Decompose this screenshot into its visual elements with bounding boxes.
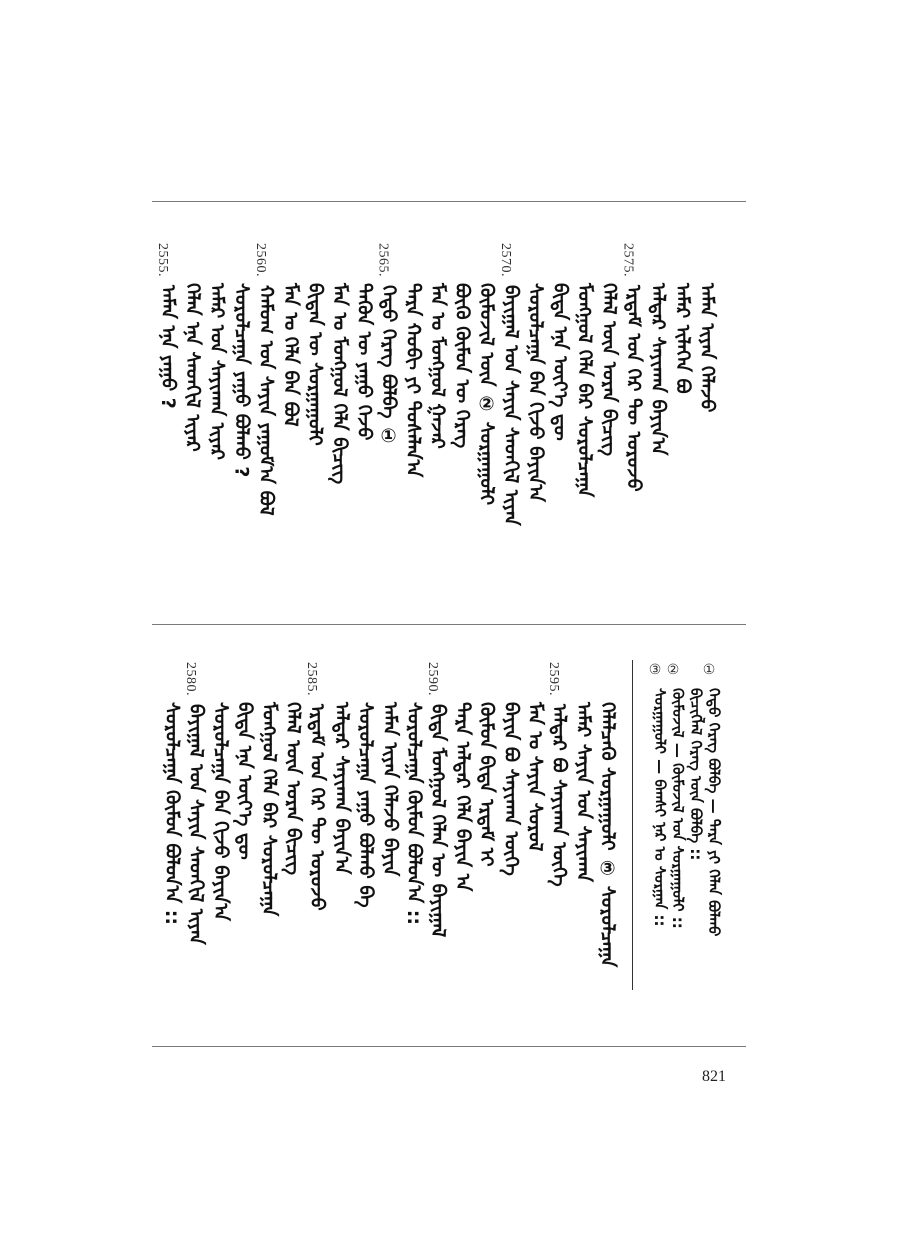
verse-text: ᠰᠤᠷᠤᠯᠴᠠᠭᠠ ᠪᠡᠨ ᠬᠢᠵᠦ ᠪᠠᠶᠢᠨ᠎ᠠ bbox=[209, 702, 232, 922]
top-divider-rule bbox=[152, 201, 746, 202]
verse-text: ᠮᠠᠨ ᠤ ᠰᠠᠶᠢᠨ ᠰᠤᠷᠤᠯ bbox=[524, 702, 546, 852]
verse-text: ᠰᠤᠷᠤᠯᠴᠠᠭᠠ ᠶᠠᠭᠤ ᠪᠣᠯᠬᠤ ? bbox=[230, 283, 253, 478]
verse-text: ᠠᠮᠠᠨ ᠢᠶᠡᠨ ᠬᠡᠯᠡᠵᠦ bbox=[696, 283, 718, 413]
verse-text: ᠲᠡᠷᠡ ᠠᠯᠳᠠᠷ ᠬᠡᠯᠡ ᠪᠠᠶᠢᠨ ᠠ bbox=[451, 702, 474, 892]
verse-text: ᠠᠯᠳᠠᠷ ᠰᠠᠶᠢᠬᠠᠨ ᠪᠠᠶᠢᠨ᠎ᠠ bbox=[647, 283, 669, 456]
bottom-divider-rule bbox=[152, 1046, 746, 1047]
verse-text: ᠠᠮᠠᠷ ᠢᠯᠡᠭᠡᠨ ᠪᠤ bbox=[671, 283, 694, 394]
verse-text: ᠪᠢᠳᠡᠨ ᠦ ᠰᠤᠷᠭᠠᠭᠤᠯᠢ bbox=[304, 283, 326, 446]
verse-text: ᠠᠯᠳᠠᠷ ᠪᠤ ᠰᠠᠶᠢᠬᠠᠨ ᠦᠭᠡ bbox=[548, 704, 571, 887]
footnote-marker: ③ bbox=[647, 662, 662, 679]
verse-text: ᠪᠠᠶᠢᠭᠠᠯ ᠤᠨ ᠰᠠᠶᠢᠨ ᠰᠡᠳᠬᠢᠯ ᠢᠶᠡᠨ bbox=[185, 704, 208, 945]
footnote-text: ᠰᠤᠷᠭᠠᠭᠤᠯᠢ — ᠪᠠᠭᠰᠢ ᠨᠠᠷ ᠤ ᠰᠤᠷᠭᠠᠨ :: bbox=[651, 688, 669, 927]
verse-text: ᠪᠦᠬᠦ ᠬᠦᠮᠦᠨ ᠦ ᠬᠡᠷᠡᠭ bbox=[451, 283, 473, 449]
verse-text: ᠰᠤᠷᠤᠯᠴᠠᠭᠠ ᠶᠠᠭᠤ ᠪᠣᠯᠬᠤ ᠪᠠ bbox=[354, 702, 377, 908]
verse-text: ᠪᠢᠳᠡ ᠮᠣᠩᠭᠣᠯ ᠬᠡᠯᠡᠨ ᠦ ᠪᠠᠶᠢᠭᠠᠯ bbox=[427, 704, 450, 938]
footnote-marker: ② bbox=[665, 662, 680, 679]
verse-text: ᠠᠮᠠᠨ ᠡᠨᠡ ᠶᠠᠭᠤ ? bbox=[157, 285, 179, 409]
verse-text: ᠪᠢᠳᠡ ᠡᠨᠡ ᠦᠶ᠎ᠡ ᠳᠦ bbox=[233, 702, 256, 860]
verse-text: ᠲᠡᠭᠦᠨ ᠦ ᠶᠠᠭᠤ ᠭᠡᠵᠦ bbox=[353, 283, 375, 441]
verse-text: ᠮᠣᠩᠭᠣᠯ ᠬᠡᠯᠡ ᠪᠡᠷ ᠰᠤᠷᠤᠯᠴᠠᠭᠠ bbox=[257, 702, 280, 917]
footnote-separator-rule bbox=[632, 660, 633, 990]
verse-text: ᠬᠦᠮᠦᠵᠢᠯ ᠦᠨ ② ᠰᠤᠷᠭᠠᠭᠤᠯᠢ bbox=[475, 283, 498, 506]
verse-text: ᠬᠡᠯᠡᠯᠴᠡᠬᠦ ᠰᠤᠷᠭᠠᠭᠤᠯᠢ ③ ᠰᠤᠷᠤᠯᠴᠠᠭᠠ bbox=[596, 702, 619, 968]
verse-text: ᠬᠡᠯᠡᠯ ᠦᠨ ᠤᠷᠠᠨ ᠪᠢᠴᠢᠭ bbox=[282, 702, 304, 876]
line-number: 2580. bbox=[183, 662, 199, 696]
verse-text: ᠬᠡᠯᠡᠯ ᠦᠨ ᠤᠷᠠᠨ ᠪᠢᠴᠢᠭ bbox=[598, 283, 620, 457]
verse-text: ᠮᠠᠨ ᠤ ᠮᠣᠩᠭᠣᠯ ᠭᠠᠵᠠᠷ bbox=[426, 283, 449, 449]
verse-text: ᠠᠮᠠᠷ ᠤᠨ ᠰᠠᠶᠢᠬᠠᠨ ᠢᠶᠡᠷ bbox=[206, 283, 228, 461]
verse-text: ᠲᠡᠷᠡ ᠬᠤᠪᠢ ᠶᠢ ᠲᠤᠰᠠᠯᠠᠨ᠎ᠠ bbox=[402, 283, 424, 478]
line-number: 2585. bbox=[304, 662, 320, 696]
verse-text: ᠰᠤᠷᠤᠯᠴᠠᠭᠠ ᠬᠦᠮᠦᠨ ᠪᠣᠯᠤᠨ᠎ᠠ :: bbox=[403, 702, 425, 925]
line-number: 2570. bbox=[498, 243, 513, 277]
verse-text: ᠬᠠᠮᠤᠭ ᠤᠨ ᠰᠠᠶᠢᠨ ᠶᠠᠭᠤᠮ᠎ᠠ ᠪᠣᠯ bbox=[255, 285, 277, 516]
line-number: 2560. bbox=[253, 243, 268, 277]
verse-text: ᠬᠡᠳᠦ ᠬᠡᠷᠡᠭ ᠪᠣᠯᠪᠠ ① bbox=[377, 285, 400, 448]
line-number: 2555. bbox=[155, 243, 170, 277]
verse-text: ᠪᠢᠳᠡ ᠡᠨᠡ ᠦᠶ᠎ᠡ ᠳᠦ bbox=[549, 283, 571, 441]
footnote-text: ᠬᠡᠳᠦ ᠬᠡᠷᠡᠭ ᠪᠣᠯᠪᠠ — ᠲᠡᠷᠡ ᠶᠢ ᠬᠡᠯᠡᠨ ᠪᠣᠯᠬᠤ bbox=[705, 688, 723, 937]
verse-text: ᠠᠮᠠᠷ ᠰᠠᠶᠢᠨ ᠤᠨ ᠰᠠᠶᠢᠬᠠᠨ bbox=[572, 702, 595, 882]
verse-text: ᠡᠷᠳᠡᠮ ᠤᠨ ᠭᠡᠷ ᠲᠦ ᠣᠷᠣᠵᠤ bbox=[622, 285, 645, 492]
footnote-marker: ① bbox=[701, 662, 716, 679]
verse-text: ᠮᠣᠩᠭᠣᠯ ᠬᠡᠯᠡ ᠪᠡᠷ ᠰᠤᠷᠤᠯᠴᠠᠭᠠ bbox=[573, 283, 596, 498]
verse-text: ᠬᠦᠮᠦᠨ ᠪᠢᠳᠡ ᠡᠷᠳᠡᠮ ᠢ bbox=[475, 702, 498, 867]
verse-text: ᠮᠠᠨ ᠤ ᠮᠣᠩᠭᠣᠯ ᠬᠡᠯᠡ ᠪᠢᠴᠢᠭ bbox=[328, 283, 351, 485]
verse-text: ᠠᠯᠳᠠᠷ ᠰᠠᠶᠢᠬᠠᠨ ᠪᠠᠶᠢᠨ᠎ᠠ bbox=[330, 702, 353, 875]
middle-divider-rule bbox=[152, 624, 746, 625]
verse-text: ᠪᠠᠶᠢᠨ ᠪᠤ ᠰᠠᠶᠢᠬᠠᠨ ᠦᠭᠡ bbox=[499, 702, 522, 876]
line-number: 2565. bbox=[375, 243, 391, 277]
verse-text: ᠠᠮᠠᠨ ᠢᠶᠡᠨ ᠬᠡᠯᠡᠵᠦ ᠪᠠᠶᠢᠨ bbox=[378, 702, 401, 877]
verse-text: ᠡᠷᠳᠡᠮ ᠤᠨ ᠭᠡᠷ ᠲᠦ ᠣᠷᠣᠵᠤ bbox=[306, 704, 329, 911]
line-number: 2575. bbox=[620, 243, 636, 277]
verse-text: ᠰᠤᠷᠤᠯᠴᠠᠭᠠ ᠬᠦᠮᠦᠨ ᠪᠣᠯᠤᠨ᠎ᠠ :: bbox=[161, 702, 183, 925]
line-number: 2595. bbox=[546, 662, 562, 696]
footnote-text: ᠪᠢᠴᠢᠭᠯᠡᠯ ᠬᠡᠷᠡᠭ ᠦᠨ ᠪᠣᠯᠪᠠ :: bbox=[687, 688, 705, 861]
verse-text: ᠬᠡᠯᠡᠨ ᠡᠨᠡ ᠰᠡᠳᠬᠢᠯ ᠢᠶᠡᠷ bbox=[181, 283, 204, 452]
verse-text: ᠮᠠᠨ ᠤ ᠬᠡᠯᠡ ᠪᠠᠨ ᠪᠣᠯ bbox=[279, 283, 302, 427]
line-number: 2590. bbox=[425, 662, 441, 696]
verse-text: ᠪᠠᠶᠢᠭᠠᠯ ᠤᠨ ᠰᠠᠶᠢᠨ ᠰᠡᠳᠬᠢᠯ ᠢᠶᠡᠨ bbox=[500, 285, 522, 526]
page-number: 821 bbox=[702, 1068, 726, 1085]
footnote-text: ᠬᠦᠮᠦᠵᠢᠯ — ᠬᠦᠮᠦᠵᠢᠯ ᠤᠨ ᠰᠤᠷᠭᠠᠭᠤᠯᠢ :: bbox=[669, 688, 687, 929]
verse-text: ᠰᠤᠷᠤᠯᠴᠠᠭᠠ ᠪᠡᠨ ᠬᠢᠵᠦ ᠪᠠᠶᠢᠨ᠎ᠠ bbox=[524, 283, 547, 503]
